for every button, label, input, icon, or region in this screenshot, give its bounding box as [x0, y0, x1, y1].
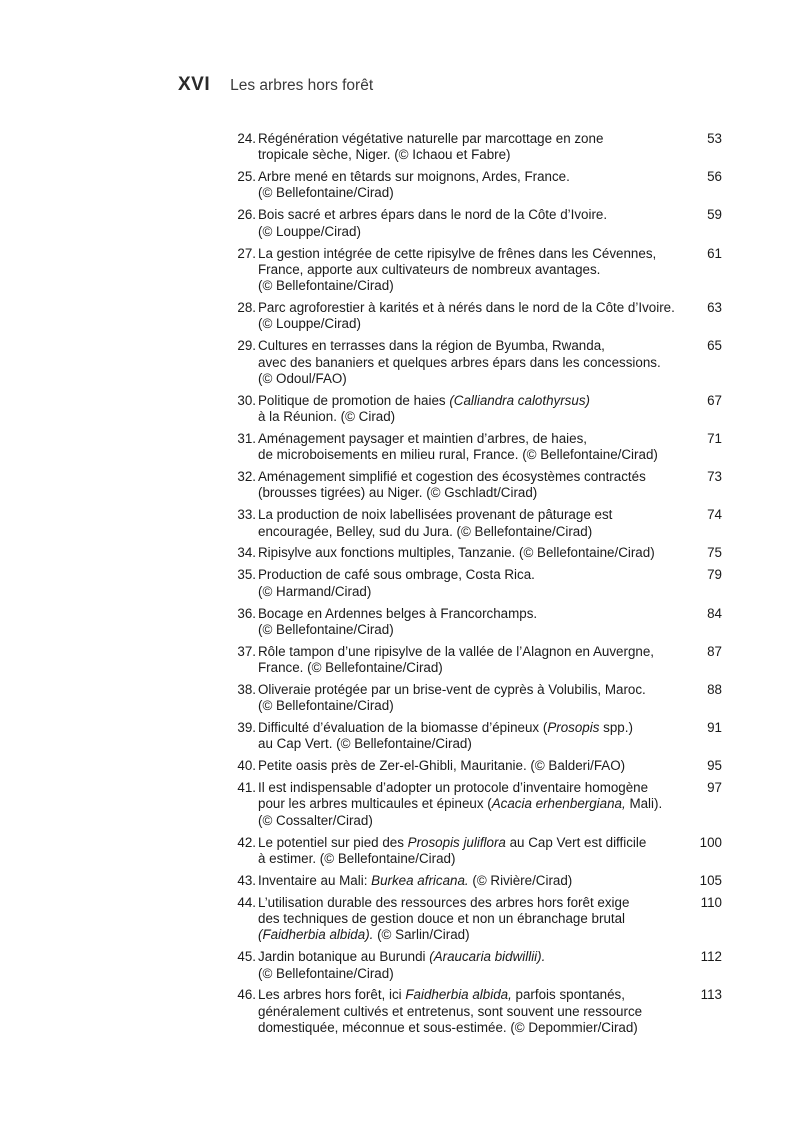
page-reference: 61: [707, 245, 722, 261]
entry-number: 40.: [237, 758, 256, 774]
caption-text: Ripisylve aux fonctions multiples, Tanzanie. (© Bellefontaine/Cirad): [258, 545, 655, 561]
caption-line: [258, 758, 688, 774]
caption-text: Petite oasis près de Zer-el-Ghibli, Mauritanie. (© Balderi/FAO): [258, 758, 626, 774]
caption-text: avec des bananiers et quelques arbres épars dans les concessions.: [258, 354, 661, 370]
entry-caption: [258, 949, 688, 982]
list-item: [224, 720, 724, 753]
caption-line: [258, 911, 688, 927]
caption-text: (© Bellefontaine/Cirad): [258, 698, 394, 714]
page-reference: 59: [707, 207, 722, 223]
entry-caption: [258, 507, 688, 540]
entry-caption: [258, 682, 688, 715]
entry-caption: [258, 720, 688, 753]
entry-number: 43.: [237, 872, 256, 888]
caption-text: Le potentiel sur pied des: [258, 834, 408, 850]
page-reference: 112: [700, 949, 722, 965]
caption-line: [258, 644, 688, 660]
entry-caption: [258, 873, 688, 889]
caption-line: [258, 698, 688, 714]
caption-line: [258, 1004, 688, 1020]
italic-species-name: (Araucaria bidwillii).: [429, 949, 546, 965]
italic-species-name: Prosopis juliflora: [407, 834, 506, 850]
entry-number: 34.: [237, 545, 256, 561]
caption-text: Aménagement paysager et maintien d’arbres, de haies,: [258, 430, 588, 446]
caption-line: [258, 147, 688, 163]
caption-text: au Cap Vert est difficile: [505, 834, 647, 850]
caption-line: [258, 736, 688, 752]
caption-line: [258, 355, 688, 371]
caption-text: (© Bellefontaine/Cirad): [258, 185, 394, 201]
caption-text: Parc agroforestier à karités et à nérés dans le nord de la Côte d’Ivoire.: [258, 300, 675, 316]
page-reference: 105: [699, 872, 722, 888]
page-reference: 95: [707, 758, 722, 774]
entry-number: 44.: [237, 894, 256, 910]
entry-number: 29.: [237, 338, 256, 354]
page-reference: 65: [707, 338, 722, 354]
page-reference: 73: [707, 469, 722, 485]
list-item: [224, 393, 724, 426]
entry-caption: [258, 835, 688, 868]
caption-line: [258, 507, 688, 523]
list-item: [224, 873, 724, 889]
page-reference: 88: [707, 681, 722, 697]
caption-line: [258, 300, 688, 316]
caption-text: Aménagement simplifié et cogestion des écosystèmes contractés: [258, 469, 646, 485]
caption-text: Rôle tampon d’une ripisylve de la vallée de l’Alagnon en Auvergne,: [258, 643, 655, 659]
caption-text: spp.): [599, 720, 633, 736]
caption-text: Difficulté d’évaluation de la biomasse d’épineux (: [258, 720, 548, 736]
caption-text: (© Sarlin/Cirad): [373, 927, 470, 943]
italic-species-name: Faidherbia albida,: [405, 987, 512, 1003]
caption-line: [258, 224, 688, 240]
list-item: [224, 545, 724, 561]
caption-line: [258, 469, 688, 485]
caption-line: [258, 316, 688, 332]
caption-text: encouragée, Belley, sud du Jura. (© Bellefontaine/Cirad): [258, 523, 593, 539]
illustration-list: [224, 131, 724, 1042]
entry-number: 37.: [237, 643, 256, 659]
entry-number: 30.: [237, 392, 256, 408]
caption-text: La production de noix labellisées provenant de pâturage est: [258, 507, 613, 523]
entry-caption: [258, 644, 688, 677]
caption-text: Bocage en Ardennes belges à Francorchamps.: [258, 605, 538, 621]
list-item: [224, 507, 724, 540]
caption-line: [258, 813, 688, 829]
caption-line: [258, 622, 688, 638]
caption-line: [258, 780, 688, 796]
entry-caption: [258, 780, 688, 829]
list-item: [224, 606, 724, 639]
caption-text: parfois spontanés,: [511, 987, 625, 1003]
caption-line: [258, 720, 688, 736]
page-reference: 97: [707, 780, 722, 796]
caption-line: [258, 851, 688, 867]
caption-text: (© Rivière/Cirad): [468, 872, 573, 888]
italic-species-name: Prosopis: [547, 720, 600, 736]
caption-line: [258, 409, 688, 425]
caption-line: [258, 371, 688, 387]
italic-species-name: (Faidherbia albida).: [258, 927, 374, 943]
caption-line: [258, 873, 688, 889]
entry-number: 26.: [237, 207, 256, 223]
entry-caption: [258, 300, 688, 333]
caption-line: [258, 338, 688, 354]
entry-caption: [258, 131, 688, 164]
page-reference: 84: [707, 605, 722, 621]
caption-text: (brousses tigrées) au Niger. (© Gschladt/Cirad): [258, 485, 538, 501]
caption-line: [258, 1020, 688, 1036]
entry-caption: [258, 469, 688, 502]
caption-text: pour les arbres multicaules et épineux (: [258, 796, 492, 812]
caption-line: [258, 545, 688, 561]
caption-text: Les arbres hors forêt, ici: [258, 987, 406, 1003]
caption-text: à estimer. (© Bellefontaine/Cirad): [258, 850, 456, 866]
caption-line: [258, 278, 688, 294]
list-item: [224, 949, 724, 982]
list-item: [224, 567, 724, 600]
page-number-roman: XVI: [178, 74, 211, 95]
page-reference: 71: [707, 430, 722, 446]
page-reference: 74: [707, 507, 722, 523]
caption-text: (© Odoul/FAO): [258, 370, 347, 386]
entry-number: 39.: [237, 720, 256, 736]
caption-text: L’utilisation durable des ressources des arbres hors forêt exige: [258, 894, 630, 910]
list-item: [224, 246, 724, 295]
entry-caption: [258, 246, 688, 295]
caption-text: Il est indispensable d’adopter un protocole d’inventaire homogène: [258, 780, 649, 796]
entry-number: 31.: [237, 430, 256, 446]
caption-line: [258, 169, 688, 185]
page-reference: 53: [707, 131, 722, 146]
page-reference: 87: [707, 643, 722, 659]
caption-text: (© Cossalter/Cirad): [258, 812, 373, 828]
italic-species-name: Acacia erhenbergiana,: [491, 796, 626, 812]
list-item: [224, 644, 724, 677]
caption-text: (© Bellefontaine/Cirad): [258, 278, 394, 294]
entry-number: 24.: [237, 131, 256, 146]
page-reference: 79: [707, 567, 722, 583]
caption-text: généralement cultivés et entretenus, sont souvent une ressource: [258, 1003, 643, 1019]
page-reference: 91: [707, 720, 722, 736]
list-item: [224, 835, 724, 868]
caption-text: (© Harmand/Cirad): [258, 583, 372, 599]
caption-text: (© Bellefontaine/Cirad): [258, 621, 394, 637]
list-item: [224, 987, 724, 1036]
caption-line: [258, 987, 688, 1003]
caption-line: [258, 567, 688, 583]
list-item: [224, 895, 724, 944]
caption-text: au Cap Vert. (© Bellefontaine/Cirad): [258, 736, 472, 752]
entry-number: 42.: [237, 834, 256, 850]
entry-number: 32.: [237, 469, 256, 485]
caption-line: [258, 524, 688, 540]
caption-line: [258, 927, 688, 943]
page-reference: 67: [707, 392, 722, 408]
caption-line: [258, 949, 688, 965]
page-header: [178, 74, 373, 96]
list-item: [224, 338, 724, 387]
entry-number: 35.: [237, 567, 256, 583]
caption-line: [258, 966, 688, 982]
caption-line: [258, 584, 688, 600]
caption-text: Oliveraie protégée par un brise-vent de cyprès à Volubilis, Maroc.: [258, 681, 646, 697]
entry-number: 33.: [237, 507, 256, 523]
caption-text: Cultures en terrasses dans la région de Byumba, Rwanda,: [258, 338, 605, 354]
list-item: [224, 169, 724, 202]
italic-species-name: (Calliandra calothyrsus): [449, 392, 590, 408]
entry-caption: [258, 431, 688, 464]
caption-text: tropicale sèche, Niger. (© Ichaou et Fabre): [258, 147, 511, 163]
italic-species-name: Burkea africana.: [371, 872, 469, 888]
entry-caption: [258, 987, 688, 1036]
list-item: [224, 207, 724, 240]
caption-text: France, apporte aux cultivateurs de nombreux avantages.: [258, 261, 601, 277]
page-reference: 113: [700, 987, 722, 1003]
entry-caption: [258, 545, 688, 561]
list-item: [224, 682, 724, 715]
entry-number: 38.: [237, 681, 256, 697]
caption-text: (© Louppe/Cirad): [258, 316, 361, 332]
entry-number: 28.: [237, 300, 256, 316]
caption-text: Production de café sous ombrage, Costa Rica.: [258, 567, 535, 583]
page-reference: 100: [699, 834, 722, 850]
list-item: [224, 300, 724, 333]
caption-line: [258, 796, 688, 812]
caption-text: domestiquée, méconnue et sous-estimée. (© Depommier/Cirad): [258, 1020, 638, 1036]
list-item: [224, 780, 724, 829]
caption-text: de microboisements en milieu rural, France. (© Bellefontaine/Cirad): [258, 447, 658, 463]
caption-text: Mali).: [625, 796, 663, 812]
caption-line: [258, 262, 688, 278]
entry-caption: [258, 169, 688, 202]
entry-caption: [258, 567, 688, 600]
caption-text: La gestion intégrée de cette ripisylve de frênes dans les Cévennes,: [258, 245, 657, 261]
entry-caption: [258, 207, 688, 240]
caption-text: Arbre mené en têtards sur moignons, Ardes, France.: [258, 169, 570, 185]
list-item: [224, 131, 724, 164]
caption-text: Politique de promotion de haies: [258, 392, 450, 408]
entry-number: 41.: [237, 780, 256, 796]
caption-line: [258, 393, 688, 409]
caption-line: [258, 131, 688, 147]
caption-line: [258, 895, 688, 911]
caption-line: [258, 682, 688, 698]
caption-text: Jardin botanique au Burundi: [258, 949, 430, 965]
entry-caption: [258, 338, 688, 387]
caption-text: des techniques de gestion douce et non un ébranchage brutal: [258, 911, 626, 927]
entry-caption: [258, 393, 688, 426]
caption-line: [258, 660, 688, 676]
entry-number: 46.: [237, 987, 256, 1003]
running-title: Les arbres hors forêt: [230, 77, 374, 94]
caption-text: Inventaire au Mali:: [258, 872, 372, 888]
list-item: [224, 758, 724, 774]
page-reference: 63: [707, 300, 722, 316]
caption-line: [258, 606, 688, 622]
list-item: [224, 469, 724, 502]
entry-number: 25.: [237, 169, 256, 185]
entry-caption: [258, 606, 688, 639]
caption-text: à la Réunion. (© Cirad): [258, 409, 396, 425]
caption-line: [258, 185, 688, 201]
caption-line: [258, 431, 688, 447]
entry-number: 27.: [237, 245, 256, 261]
caption-line: [258, 835, 688, 851]
caption-text: (© Bellefontaine/Cirad): [258, 965, 394, 981]
caption-line: [258, 485, 688, 501]
caption-line: [258, 207, 688, 223]
entry-caption: [258, 758, 688, 774]
page-reference: 110: [700, 894, 722, 910]
caption-text: France. (© Bellefontaine/Cirad): [258, 660, 443, 676]
entry-number: 45.: [237, 949, 256, 965]
caption-text: Régénération végétative naturelle par marcottage en zone: [258, 131, 604, 146]
caption-line: [258, 246, 688, 262]
page-reference: 56: [707, 169, 722, 185]
entry-caption: [258, 895, 688, 944]
caption-line: [258, 447, 688, 463]
entry-number: 36.: [237, 605, 256, 621]
caption-text: Bois sacré et arbres épars dans le nord de la Côte d’Ivoire.: [258, 207, 608, 223]
page-reference: 75: [707, 545, 722, 561]
caption-text: (© Louppe/Cirad): [258, 223, 361, 239]
list-item: [224, 431, 724, 464]
